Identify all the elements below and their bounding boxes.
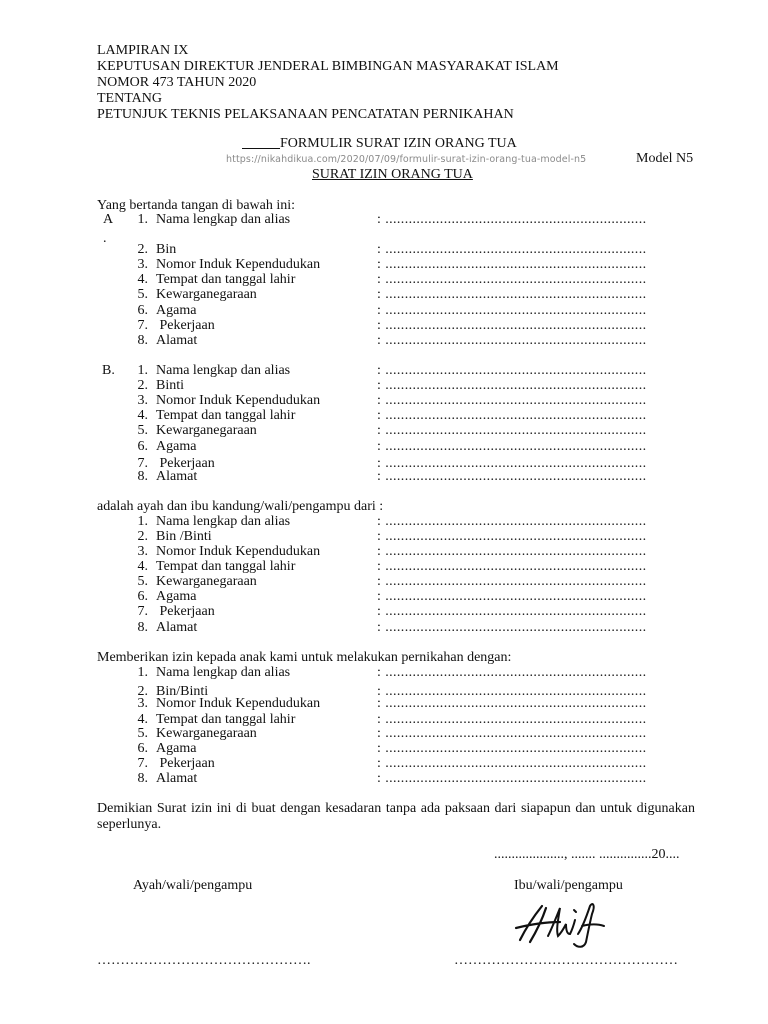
field-number: 3. [137, 393, 148, 408]
field-label: Kewarganegaraan [156, 726, 257, 741]
field-label: Nama lengkap dan alias [156, 514, 291, 529]
field-number: 8. [137, 333, 148, 348]
form-field-row [130, 333, 650, 349]
field-fill-line[interactable]: : ................................................................... [377, 363, 647, 378]
field-number: 5. [137, 287, 148, 302]
field-fill-line[interactable]: : ................................................................... [377, 665, 647, 680]
field-fill-line[interactable]: : ................................................................... [377, 423, 647, 438]
field-number: 4. [137, 408, 148, 423]
field-label: Nama lengkap dan alias [156, 665, 291, 680]
field-number: 1. [137, 514, 148, 529]
field-number: 5. [137, 726, 148, 741]
field-label: Bin /Binti [156, 529, 212, 544]
header-line-4: TENTANG [97, 91, 162, 106]
field-fill-line[interactable]: : ................................................................... [377, 574, 647, 589]
field-fill-line[interactable]: : ................................................................... [377, 712, 647, 727]
field-number: 1. [137, 665, 148, 680]
field-number: 6. [137, 741, 148, 756]
field-number: 5. [137, 423, 148, 438]
field-label: Agama [156, 589, 197, 604]
form-field-row [130, 439, 650, 455]
form-field-row [130, 620, 650, 636]
field-fill-line[interactable]: : ................................................................... [377, 242, 647, 257]
form-field-row [130, 212, 650, 228]
form-field-row [130, 559, 650, 575]
field-fill-line[interactable]: : ................................................................... [377, 756, 647, 771]
form-field-row [130, 741, 650, 757]
field-label: Kewarganegaraan [156, 423, 257, 438]
field-label: Pekerjaan [156, 604, 215, 619]
field-number: 2. [137, 684, 148, 699]
form-field-row [130, 589, 650, 605]
field-number: 6. [137, 589, 148, 604]
form-field-row [130, 303, 650, 319]
field-number: 7. [137, 604, 148, 619]
field-fill-line[interactable]: : ................................................................... [377, 408, 647, 423]
field-number: 1. [137, 363, 148, 378]
field-label: Tempat dan tanggal lahir [156, 712, 296, 727]
field-number: 4. [137, 712, 148, 727]
form-field-row [130, 529, 650, 545]
field-fill-line[interactable]: : ................................................................... [377, 544, 647, 559]
field-label: Nomor Induk Kependudukan [156, 393, 321, 408]
field-fill-line[interactable]: : ................................................................... [377, 257, 647, 272]
field-fill-line[interactable]: : ................................................................... [377, 439, 647, 454]
field-fill-line[interactable]: : ................................................................... [377, 741, 647, 756]
field-label: Nomor Induk Kependudukan [156, 544, 321, 559]
field-number: 6. [137, 303, 148, 318]
field-number: 7. [137, 756, 148, 771]
intro-text: Yang bertanda tangan di bawah ini: [97, 198, 296, 213]
field-label: Bin [156, 242, 177, 257]
field-label: Alamat [156, 620, 198, 635]
field-number: 7. [137, 456, 148, 471]
field-label: Nama lengkap dan alias [156, 363, 291, 378]
field-fill-line[interactable]: : ................................................................... [377, 333, 647, 348]
section-a-marker: A [103, 212, 114, 227]
child-intro-text: adalah ayah dan ibu kandung/wali/pengampu dari : [97, 499, 384, 514]
field-fill-line[interactable]: : ................................................................... [377, 559, 647, 574]
field-fill-line[interactable]: : ................................................................... [377, 272, 647, 287]
form-field-row [130, 696, 650, 712]
form-field-row [130, 363, 650, 379]
field-label: Pekerjaan [156, 456, 215, 471]
spouse-intro-text: Memberikan izin kepada anak kami untuk melakukan pernikahan dengan: [97, 650, 512, 665]
sign-line-left[interactable]: ………………………………………. [97, 953, 311, 968]
field-label: Binti [156, 378, 185, 393]
form-field-row [130, 393, 650, 409]
field-fill-line[interactable]: : ................................................................... [377, 771, 647, 786]
place-date-field[interactable]: ...................., ....... ...............20.... [494, 847, 680, 862]
form-title [242, 136, 517, 152]
field-fill-line[interactable]: : ................................................................... [377, 529, 647, 544]
field-number: 8. [137, 469, 148, 484]
form-field-row [130, 257, 650, 273]
field-fill-line[interactable]: : ................................................................... [377, 303, 647, 318]
field-number: 4. [137, 559, 148, 574]
field-fill-line[interactable]: : ................................................................... [377, 514, 647, 529]
header-line-2: KEPUTUSAN DIREKTUR JENDERAL BIMBINGAN MASYARAKAT ISLAM [97, 59, 559, 74]
form-field-row [130, 574, 650, 590]
field-fill-line[interactable]: : ................................................................... [377, 393, 647, 408]
form-field-row [130, 514, 650, 530]
field-fill-line[interactable]: : ................................................................... [377, 456, 647, 471]
form-field-row [130, 604, 650, 620]
form-field-row [130, 272, 650, 288]
field-fill-line[interactable]: : ................................................................... [377, 696, 647, 711]
form-field-row [130, 423, 650, 439]
form-field-row [130, 378, 650, 394]
form-title-text: FORMULIR SURAT IZIN ORANG TUA [280, 136, 517, 151]
field-fill-line[interactable]: : ................................................................... [377, 318, 647, 333]
watermark-url: https://nikahdikua.com/2020/07/09/formulir-surat-izin-orang-tua-model-n5 [226, 154, 587, 165]
form-field-row [130, 726, 650, 742]
form-field-row [130, 756, 650, 772]
form-field-row [130, 242, 650, 258]
field-label: Agama [156, 303, 197, 318]
form-field-row [130, 318, 650, 334]
field-number: 1. [137, 212, 148, 227]
field-label: Nomor Induk Kependudukan [156, 696, 321, 711]
field-label: Kewarganegaraan [156, 574, 257, 589]
field-label: Tempat dan tanggal lahir [156, 559, 296, 574]
signature-image [512, 898, 608, 952]
field-fill-line[interactable]: : ................................................................... [377, 378, 647, 393]
header-line-3: NOMOR 473 TAHUN 2020 [97, 75, 257, 90]
field-number: 6. [137, 439, 148, 454]
field-number: 8. [137, 620, 148, 635]
form-field-row [130, 287, 650, 303]
field-label: Alamat [156, 333, 198, 348]
form-field-row [130, 771, 650, 787]
field-label: Alamat [156, 771, 198, 786]
field-label: Pekerjaan [156, 756, 215, 771]
form-field-row [130, 665, 650, 681]
field-number: 3. [137, 696, 148, 711]
field-label: Bin/Binti [156, 684, 209, 699]
document-title: SURAT IZIN ORANG TUA [312, 167, 473, 182]
field-label: Alamat [156, 469, 198, 484]
form-field-row [130, 408, 650, 424]
sign-line-right[interactable]: ………………………………………… [454, 953, 678, 968]
field-number: 2. [137, 242, 148, 257]
field-number: 5. [137, 574, 148, 589]
field-fill-line[interactable]: : ................................................................... [377, 469, 647, 484]
field-fill-line[interactable]: : ................................................................... [377, 212, 647, 227]
field-label: Tempat dan tanggal lahir [156, 272, 296, 287]
field-label: Tempat dan tanggal lahir [156, 408, 296, 423]
field-fill-line[interactable]: : ................................................................... [377, 726, 647, 741]
field-number: 8. [137, 771, 148, 786]
model-label: Model N5 [636, 151, 694, 166]
header-line-5: PETUNJUK TEKNIS PELAKSANAAN PENCATATAN PERNIKAHAN [97, 107, 514, 122]
signer-right-label: Ibu/wali/pengampu [514, 878, 623, 893]
field-fill-line[interactable]: : ................................................................... [377, 604, 647, 619]
field-label: Nomor Induk Kependudukan [156, 257, 321, 272]
section-a-marker-dot: . [103, 231, 107, 246]
field-number: 2. [137, 378, 148, 393]
field-number: 3. [137, 257, 148, 272]
field-number: 3. [137, 544, 148, 559]
field-number: 4. [137, 272, 148, 287]
closing-paragraph: Demikian Surat izin ini di buat dengan kesadaran tanpa ada paksaan dari siapapun dan untuk digunakan seperlunya. [97, 801, 695, 832]
field-number: 7. [137, 318, 148, 333]
field-label: Agama [156, 439, 197, 454]
section-b-marker: B. [102, 363, 115, 378]
field-fill-line[interactable]: : ................................................................... [377, 589, 647, 604]
field-label: Kewarganegaraan [156, 287, 257, 302]
field-fill-line[interactable]: : ................................................................... [377, 684, 647, 699]
field-label: Nama lengkap dan alias [156, 212, 291, 227]
form-field-row [130, 544, 650, 560]
field-label: Pekerjaan [156, 318, 215, 333]
field-label: Agama [156, 741, 197, 756]
field-fill-line[interactable]: : ................................................................... [377, 620, 647, 635]
field-fill-line[interactable]: : ................................................................... [377, 287, 647, 302]
signer-left-label: Ayah/wali/pengampu [133, 878, 253, 893]
field-number: 2. [137, 529, 148, 544]
form-field-row [130, 469, 650, 485]
header-line-1: LAMPIRAN IX [97, 43, 189, 58]
